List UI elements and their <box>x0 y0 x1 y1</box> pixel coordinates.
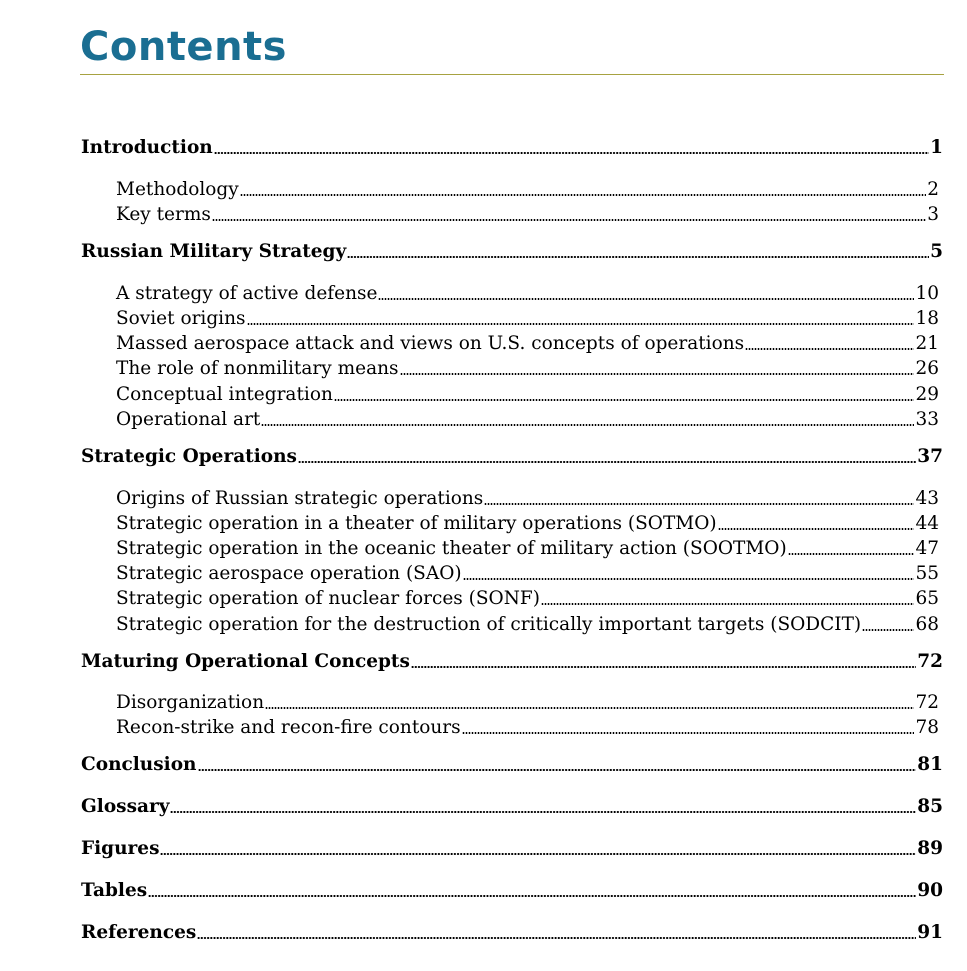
toc-entry-label: Figures <box>81 838 160 859</box>
toc-entry-label: Key terms <box>116 204 211 225</box>
toc-page-number: 3 <box>927 204 939 225</box>
toc-page-number: 29 <box>915 384 939 405</box>
toc-entry-label: Strategic aerospace operation (SAO) <box>116 563 462 584</box>
toc-page-number: 10 <box>915 283 939 304</box>
toc-dot-leader <box>198 769 917 771</box>
toc-entry-label: The role of nonmilitary means <box>116 358 399 379</box>
toc-section-entry[interactable] <box>116 587 939 611</box>
toc-section-entry[interactable] <box>116 613 939 637</box>
toc-entry-label: A strategy of active defense <box>116 283 378 304</box>
toc-dot-leader <box>212 219 926 221</box>
toc-entry-label: Disorganization <box>116 692 265 713</box>
toc-chapter-entry[interactable] <box>81 879 943 903</box>
toc-dot-leader <box>462 732 915 734</box>
toc-entry-label: Introduction <box>81 137 213 158</box>
toc-page-number: 90 <box>917 880 943 901</box>
toc-page-number: 72 <box>915 692 939 713</box>
toc-chapter-entry[interactable] <box>81 240 943 264</box>
toc-page-number: 72 <box>917 651 943 672</box>
toc-page-number: 78 <box>915 717 939 738</box>
toc-page-number: 18 <box>915 308 939 329</box>
toc-entry-label: Soviet origins <box>116 308 246 329</box>
toc-section-entry[interactable] <box>116 332 939 356</box>
toc-section-entry[interactable] <box>116 178 939 202</box>
toc-dot-leader <box>247 323 915 325</box>
toc-page-number: 44 <box>915 513 939 534</box>
toc-dot-leader <box>463 578 915 580</box>
toc-page-number: 2 <box>927 179 939 200</box>
toc-section-entry[interactable] <box>116 357 939 381</box>
toc-dot-leader <box>347 256 929 258</box>
toc-page-number: 55 <box>915 563 939 584</box>
toc-chapter-entry[interactable] <box>81 753 943 777</box>
toc-page-number: 1 <box>930 137 943 158</box>
title-divider <box>80 74 944 75</box>
toc-entry-label: References <box>81 922 197 943</box>
toc-entry-label: Glossary <box>81 796 170 817</box>
page-title: Contents <box>80 24 287 70</box>
toc-page-number: 89 <box>917 838 943 859</box>
toc-entry-label: Recon-strike and recon-fire contours <box>116 717 461 738</box>
toc-dot-leader <box>298 461 916 463</box>
toc-entry-label: Origins of Russian strategic operations <box>116 488 484 509</box>
toc-page-number: 91 <box>917 922 943 943</box>
toc-section-entry[interactable] <box>116 307 939 331</box>
toc-dot-leader <box>862 629 914 631</box>
toc-entry-label: Strategic operation of nuclear forces (SONF) <box>116 588 540 609</box>
toc-section-entry[interactable] <box>116 716 939 740</box>
toc-entry-label: Strategic Operations <box>81 446 297 467</box>
toc-page-number: 85 <box>917 796 943 817</box>
toc-page-number: 33 <box>915 409 939 430</box>
toc-chapter-entry[interactable] <box>81 837 943 861</box>
toc-page-number: 21 <box>915 333 939 354</box>
toc-dot-leader <box>788 553 915 555</box>
toc-section-entry[interactable] <box>116 537 939 561</box>
toc-entry-label: Strategic operation in a theater of military operations (SOTMO) <box>116 513 717 534</box>
toc-section-entry[interactable] <box>116 408 939 432</box>
toc-chapter-entry[interactable] <box>81 795 943 819</box>
toc-page-number: 43 <box>915 488 939 509</box>
toc-entry-label: Strategic operation in the oceanic theater of military action (SOOTMO) <box>116 538 787 559</box>
toc-entry-label: Maturing Operational Concepts <box>81 651 410 672</box>
toc-section-entry[interactable] <box>116 512 939 536</box>
toc-entry-label: Russian Military Strategy <box>81 241 347 262</box>
toc-dot-leader <box>334 399 915 401</box>
toc-entry-label: Massed aerospace attack and views on U.S. concepts of operations <box>116 333 745 354</box>
toc-dot-leader <box>400 373 915 375</box>
toc-dot-leader <box>214 152 929 154</box>
toc-entry-label: Conceptual integration <box>116 384 333 405</box>
toc-dot-leader <box>745 348 914 350</box>
toc-dot-leader <box>541 603 915 605</box>
toc-page-number: 26 <box>915 358 939 379</box>
toc-chapter-entry[interactable] <box>81 445 943 469</box>
toc-entry-label: Methodology <box>116 179 239 200</box>
toc-dot-leader <box>411 666 916 668</box>
toc-section-entry[interactable] <box>116 691 939 715</box>
toc-dot-leader <box>160 853 916 855</box>
toc-page-number: 68 <box>915 614 939 635</box>
toc-entry-label: Operational art <box>116 409 261 430</box>
toc-dot-leader <box>170 811 916 813</box>
toc-chapter-entry[interactable] <box>81 136 943 160</box>
toc-section-entry[interactable] <box>116 203 939 227</box>
toc-dot-leader <box>240 194 927 196</box>
toc-section-entry[interactable] <box>116 562 939 586</box>
toc-chapter-entry[interactable] <box>81 650 943 674</box>
toc-dot-leader <box>148 895 916 897</box>
toc-entry-label: Tables <box>81 880 148 901</box>
toc-entry-label: Strategic operation for the destruction of critically important targets (SODCIT) <box>116 614 862 635</box>
toc-section-entry[interactable] <box>116 487 939 511</box>
toc-chapter-entry[interactable] <box>81 921 943 945</box>
toc-entry-label: Conclusion <box>81 754 197 775</box>
toc-section-entry[interactable] <box>116 282 939 306</box>
toc-page-number: 65 <box>915 588 939 609</box>
toc-dot-leader <box>197 937 916 939</box>
toc-dot-leader <box>261 424 914 426</box>
toc-dot-leader <box>265 707 914 709</box>
toc-page-number: 37 <box>917 446 943 467</box>
toc-dot-leader <box>718 528 915 530</box>
toc-page-number: 47 <box>915 538 939 559</box>
toc-page-number: 5 <box>930 241 943 262</box>
toc-section-entry[interactable] <box>116 383 939 407</box>
toc-dot-leader <box>378 298 914 300</box>
toc-page-number: 81 <box>917 754 943 775</box>
toc-dot-leader <box>484 503 914 505</box>
